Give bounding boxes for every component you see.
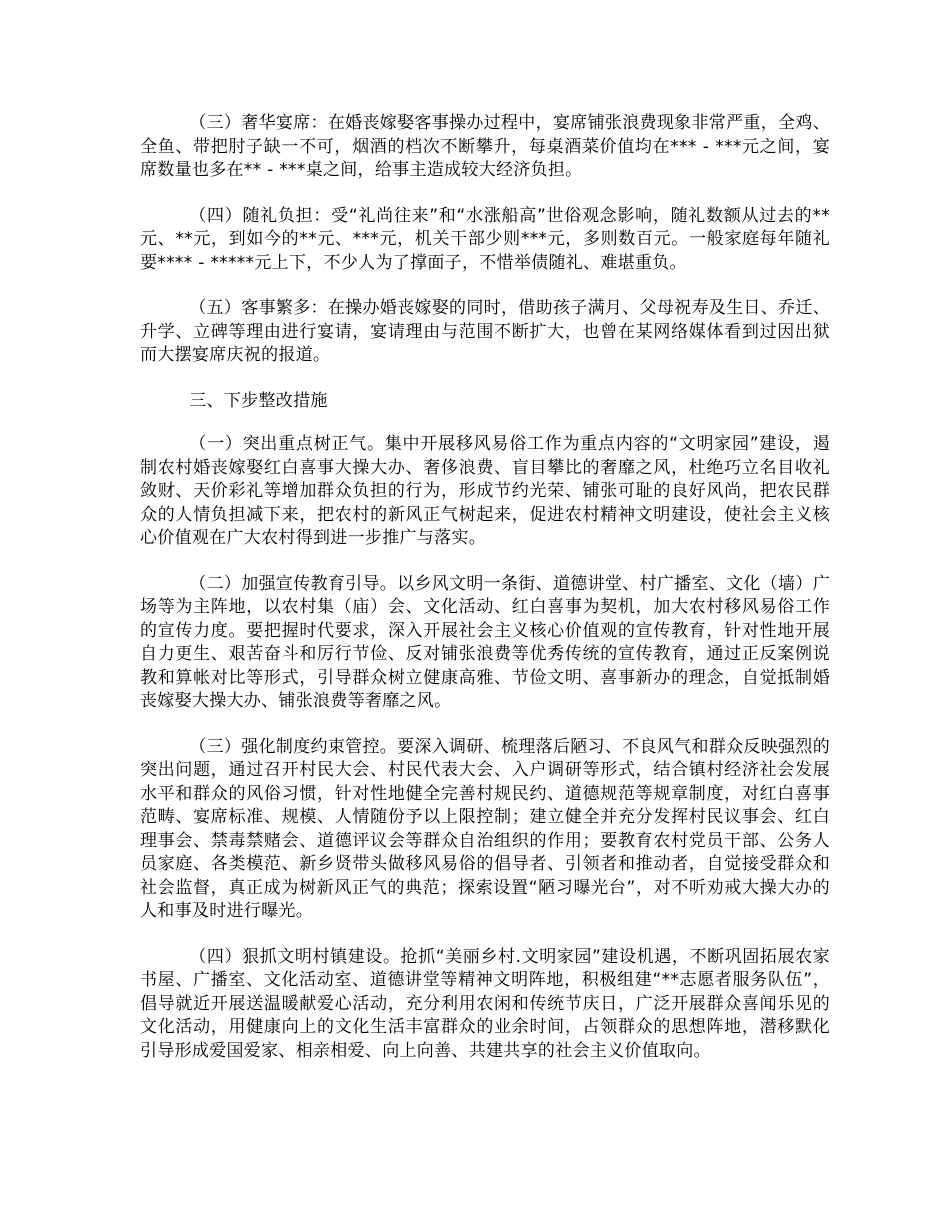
paragraph-excessive-banquets: （五）客事繁多：在操办婚丧嫁娶的同时，借助孩子满月、父母祝寿及生日、乔迁、升学、立碑等理由进行宴请，宴请理由与范围不断扩大，也曾在某网络媒体看到过因出狱而大摆宴席庆祝的报道。 [140,298,830,365]
document-body [140,112,830,1085]
measure-4: （四）狠抓文明村镇建设。抢抓“美丽乡村.文明家园”建设机遇，不断巩固拓展农家书屋、广播室、文化活动室、道德讲堂等精神文明阵地，积极组建“**志愿者服务队伍”，倡导就近开展送温暖献爱心活动，充分利用农闲和传统节庆日，广泛开展群众喜闻乐见的文化活动，用健康向上的文化生活丰富群众的业余时间，占领群众的思想阵地，潜移默化引导形成爱国爱家、相亲相爱、向上向善、共建共享的社会主义价值取向。 [140,946,830,1061]
section-heading: 三、下步整改措施 [189,390,328,411]
paragraph-gift-money-burden: （四）随礼负担：受“礼尚往来”和“水涨船高”世俗观念影响，随礼数额从过去的**元、**元，到如今的**元、***元，机关干部少则***元，多则数百元。一般家庭每年随礼要**** - *****元上下，不少人为了撑面子，不惜举债随礼、难堪重负。 [140,205,830,273]
measure-1: （一）突出重点树正气。集中开展移风易俗工作为重点内容的“文明家园”建设，遏制农村婚丧嫁娶红白喜事大操大办、奢侈浪费、盲目攀比的奢靡之风，杜绝巧立名目收礼敛财、天价彩礼等增加群众负担的行为，形成节约光荣、铺张可耻的良好风尚，把农民群众的人情负担减下来，把农村的新风正气树起来，促进农村精神文明建设，使社会主义核心价值观在广大农村得到进一步推广与落实。 [140,434,830,548]
measure-3: （三）强化制度约束管控。要深入调研、梳理落后陋习、不良风气和群众反映强烈的突出问题，通过召开村民大会、村民代表大会、入户调研等形式，结合镇村经济社会发展水平和群众的风俗习惯，针对性地健全完善村规民约、道德规范等规章制度，对红白喜事范畴、宴席标准、规模、人情随份予以上限控制；建立健全并充分发挥村民议事会、红白理事会、禁毒禁赌会、道德评议会等群众自治组织的作用；要教育农村党员干部、公务人员家庭、各类模范、新乡贤带头做移风易俗的倡导者、引领者和推动者，自觉接受群众和社会监督，真正成为树新风正气的典范；探索设置“陋习曝光台”，对不听劝戒大操大办的人和事及时进行曝光。 [140,736,830,921]
measure-2: （二）加强宣传教育引导。以乡风文明一条街、道德讲堂、村广播室、文化（墙）广场等为主阵地，以农村集（庙）会、文化活动、红白喜事为契机，加大农村移风易俗工作的宣传力度。要把握时代要求，深入开展社会主义核心价值观的宣传教育，针对性地开展自力更生、艰苦奋斗和厉行节俭、反对铺张浪费等优秀传统的宣传教育，通过正反案例说教和算帐对比等形式，引导群众树立健康高雅、节俭文明、喜事新办的理念，自觉抵制婚丧嫁娶大操大办、铺张浪费等奢靡之风。 [140,573,830,711]
paragraph-extravagant-banquets: （三）奢华宴席：在婚丧嫁娶客事操办过程中，宴席铺张浪费现象非常严重，全鸡、全鱼、带把肘子缺一不可，烟酒的档次不断攀升，每桌酒菜价值均在*** - ***元之间，宴席数量也多在** - ***桌之间，给事主造成较大经济负担。 [140,113,830,180]
